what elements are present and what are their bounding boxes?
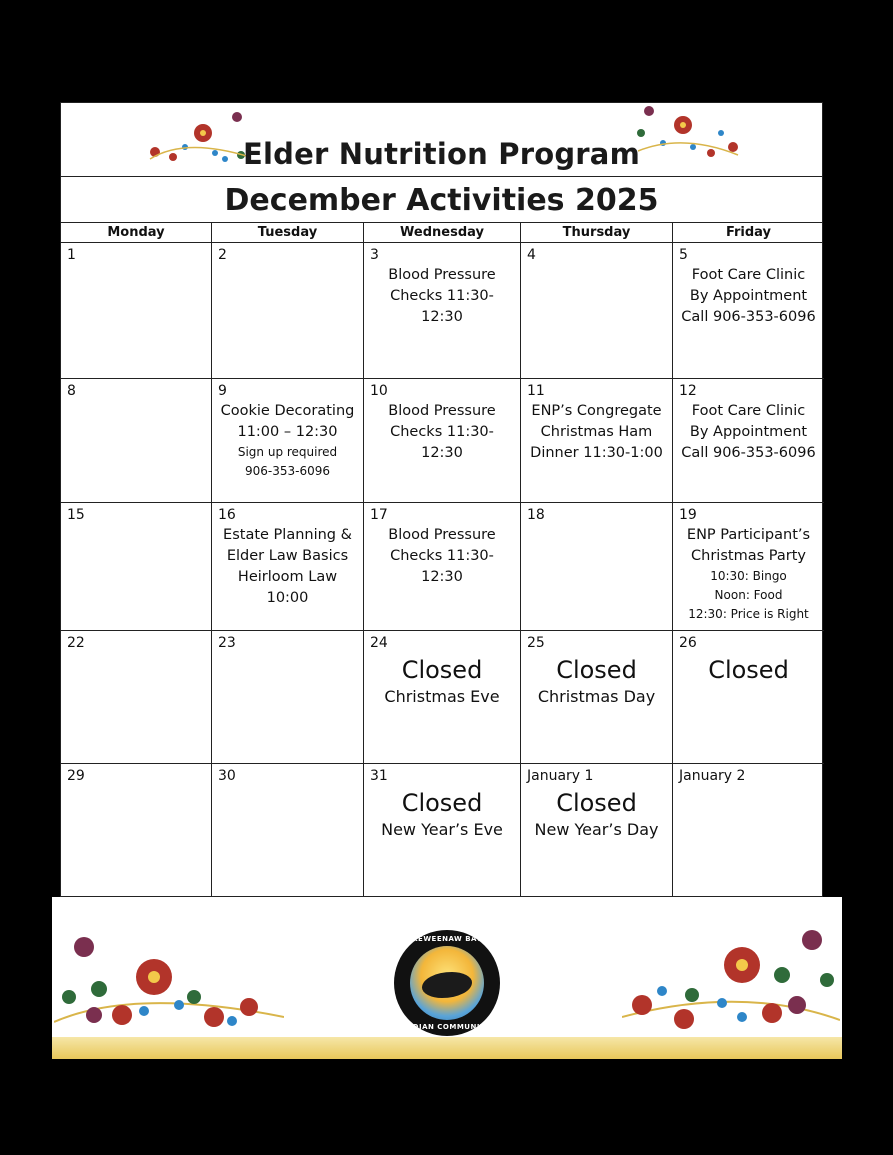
day-number: 30 — [218, 768, 236, 784]
day-number: 17 — [370, 507, 388, 523]
day-cell — [364, 631, 521, 764]
day-cell — [673, 243, 824, 379]
event-detail-line: Sign up required — [237, 445, 338, 459]
day-cell — [364, 379, 521, 503]
weekday-header-row — [61, 223, 822, 243]
day-number: 15 — [67, 507, 85, 523]
event-line: By Appointment — [689, 424, 808, 440]
event-line: Checks 11:30-12:30 — [390, 288, 494, 325]
event-text — [679, 401, 818, 464]
event-text — [370, 265, 514, 328]
day-number: 5 — [679, 247, 688, 263]
day-number: 3 — [370, 247, 379, 263]
day-cell — [521, 503, 673, 631]
closed-label: Closed — [401, 789, 483, 817]
day-cell — [673, 764, 824, 897]
day-number: 4 — [527, 247, 536, 263]
header-month-row — [61, 177, 822, 223]
day-number: 26 — [679, 635, 697, 651]
day-cell — [212, 503, 364, 631]
event-line: Dinner 11:30-1:00 — [530, 445, 663, 461]
day-cell — [61, 243, 212, 379]
day-cell — [364, 243, 521, 379]
gold-band — [52, 1037, 842, 1059]
day-cell — [364, 503, 521, 631]
event-line: Cookie Decorating — [220, 403, 355, 419]
day-cell — [61, 503, 212, 631]
event-line: Foot Care Clinic — [691, 267, 806, 283]
day-number: 22 — [67, 635, 85, 651]
closed-label: Closed — [401, 656, 483, 684]
day-number: January 2 — [679, 768, 746, 784]
day-cell — [673, 631, 824, 764]
day-number: 10 — [370, 383, 388, 399]
day-cell — [521, 764, 673, 897]
weekday-thursday: Thursday — [521, 223, 673, 243]
day-number: 12 — [679, 383, 697, 399]
flower-bouquet-right-icon — [622, 925, 840, 1037]
calendar-grid — [61, 243, 822, 897]
program-title: Elder Nutrition Program — [243, 137, 640, 171]
holiday-label: New Year’s Eve — [381, 820, 503, 839]
logo-bottom-text: INDIAN COMMUNITY — [403, 1023, 491, 1031]
month-title: December Activities 2025 — [224, 183, 659, 218]
closed-label: Closed — [556, 789, 637, 817]
event-line: Call 906-353-6096 — [681, 309, 816, 325]
event-line: Call 906-353-6096 — [681, 445, 816, 461]
day-number: 1 — [67, 247, 76, 263]
weekday-monday: Monday — [61, 223, 212, 243]
day-number: 23 — [218, 635, 236, 651]
day-number: 19 — [679, 507, 697, 523]
day-cell — [673, 379, 824, 503]
day-number: 29 — [67, 768, 85, 784]
event-line: Blood Pressure — [388, 403, 496, 419]
weekday-tuesday: Tuesday — [212, 223, 364, 243]
event-line: Checks 11:30-12:30 — [390, 424, 494, 461]
event-detail-line: 10:30: Bingo — [710, 569, 787, 583]
holiday-label: Christmas Eve — [384, 687, 500, 706]
day-number: 25 — [527, 635, 545, 651]
day-cell — [61, 631, 212, 764]
event-line: 11:00 – 12:30 — [237, 424, 338, 440]
day-cell — [212, 379, 364, 503]
day-number: 8 — [67, 383, 76, 399]
event-line: Checks 11:30-12:30 — [390, 548, 494, 585]
day-number: 9 — [218, 383, 227, 399]
day-number: 16 — [218, 507, 236, 523]
day-cell — [212, 243, 364, 379]
event-text — [218, 401, 357, 481]
event-line: Foot Care Clinic — [691, 403, 806, 419]
day-number: 18 — [527, 507, 545, 523]
event-text — [218, 525, 357, 609]
event-line: By Appointment — [689, 288, 808, 304]
day-number: 24 — [370, 635, 388, 651]
event-detail-line: Noon: Food — [714, 588, 783, 602]
day-cell — [212, 631, 364, 764]
event-line: ENP’s Congregate — [531, 403, 662, 419]
day-cell — [61, 764, 212, 897]
day-number: 31 — [370, 768, 388, 784]
day-number: January 1 — [527, 768, 594, 784]
tribal-seal-logo — [394, 930, 500, 1036]
day-cell — [521, 243, 673, 379]
day-number: 11 — [527, 383, 545, 399]
day-cell — [673, 503, 824, 631]
event-detail-line: 12:30: Price is Right — [688, 607, 809, 621]
day-cell — [521, 631, 673, 764]
day-cell — [212, 764, 364, 897]
event-line: Blood Pressure — [388, 527, 496, 543]
closed-label: Closed — [556, 656, 637, 684]
event-line: Christmas Ham — [540, 424, 653, 440]
event-line: Heirloom Law — [237, 569, 338, 585]
header-program-row — [61, 103, 822, 177]
event-line: Blood Pressure — [388, 267, 496, 283]
weekday-wednesday: Wednesday — [364, 223, 521, 243]
flower-bouquet-left-icon — [54, 927, 284, 1037]
day-cell — [61, 379, 212, 503]
logo-top-text: KEWEENAW BAY — [412, 935, 482, 943]
closed-label: Closed — [708, 656, 789, 684]
day-cell — [521, 379, 673, 503]
day-cell — [364, 764, 521, 897]
event-text — [370, 401, 514, 464]
event-line: Elder Law Basics — [226, 548, 349, 564]
day-number: 2 — [218, 247, 227, 263]
event-text — [679, 265, 818, 328]
event-line: Christmas Party — [691, 548, 806, 564]
event-line: ENP Participant’s — [686, 527, 811, 543]
event-text — [527, 401, 666, 464]
calendar-sheet — [60, 102, 823, 897]
event-line: 10:00 — [266, 590, 309, 606]
event-text — [679, 525, 818, 624]
event-detail-line: 906-353-6096 — [244, 464, 330, 478]
event-text — [370, 525, 514, 588]
holiday-label: Christmas Day — [537, 687, 656, 706]
holiday-label: New Year’s Day — [534, 820, 659, 839]
event-line: Estate Planning & — [223, 527, 352, 543]
weekday-friday: Friday — [725, 225, 772, 240]
